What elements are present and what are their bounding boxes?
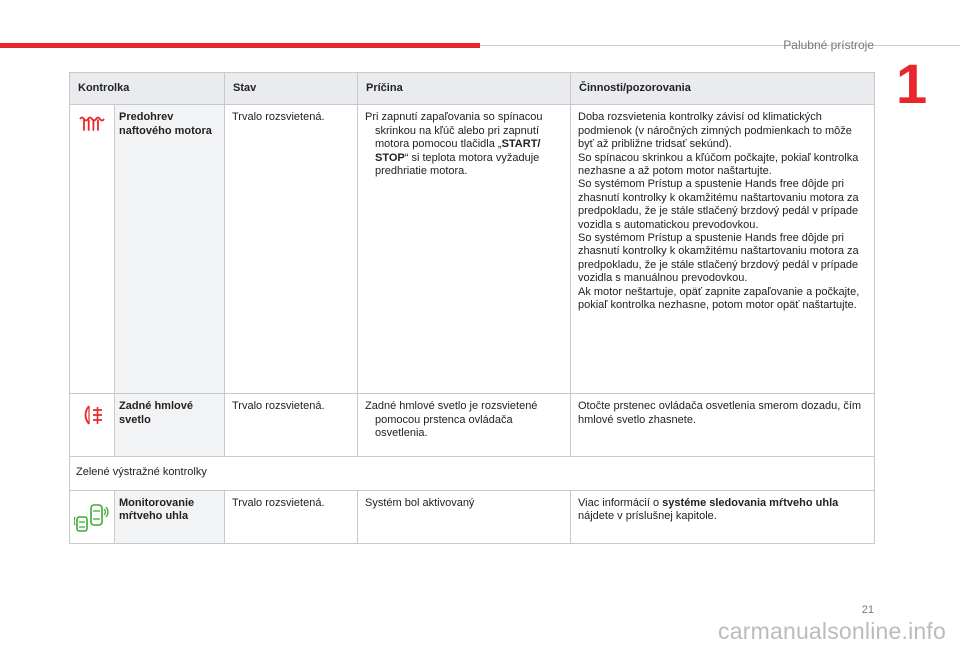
cause-bold-text: START/ STOP xyxy=(375,138,541,164)
cause-text: Zadné hmlové svetlo je rozsvietené pomocou prstenca ovládača osvetlenia. xyxy=(365,400,538,440)
light-cause xyxy=(358,105,571,394)
action-text-end: nájdete v príslušnej kapitole. xyxy=(578,510,717,523)
table-row xyxy=(70,394,875,457)
section-title: Palubné prístroje xyxy=(783,38,874,52)
column-header-kontrolka: Kontrolka xyxy=(70,73,225,105)
rear-fog-light-icon xyxy=(80,404,104,426)
light-name: Zadné hmlové svetlo xyxy=(115,394,225,457)
light-name: Predohrev naftového motora xyxy=(115,105,225,394)
light-action: Doba rozsvietenia kontrolky závisí od klimatických podmienok (v náročných zimných podmienkach to môže byť až približne tridsať sekúnd). So spínacou skrinkou a kľúčom počkajte, pokiaľ kontrolka nezhasne a až potom motor naštartujte. So systémom Prístup a spustenie Hands free dôjde pri zhasnutí kontrolky k okamžitému naštartovaniu motora za predpokladu, že je stále stlačený brzdový pedál v prípade vozidla s automatickou prevodovkou. So systémom Prístup a spustenie Hands free dôjde pri zhasnutí kontrolky k okamžitému naštartovaniu motora za predpokladu, že je stále stlačený brzdový pedál v prípade vozidla s manuálnou prevodovkou. Ak motor neštartuje, opäť zapnite zapaľovanie a počkajte, pokiaľ kontrolka nezhasne, potom motor opäť naštartujte. xyxy=(571,105,875,394)
table-row xyxy=(70,490,875,543)
table-header-row xyxy=(70,73,875,105)
light-state: Trvalo rozsvietená. xyxy=(225,490,358,543)
light-action: Otočte prstenec ovládača osvetlenia smerom dozadu, čím hmlové svetlo zhasnete. xyxy=(571,394,875,457)
light-state: Trvalo rozsvietená. xyxy=(225,394,358,457)
column-header-pricina: Príčina xyxy=(358,73,571,105)
light-cause: Systém bol aktivovaný xyxy=(358,490,571,543)
watermark: carmanualsonline.info xyxy=(718,618,946,644)
icon-cell xyxy=(70,490,115,543)
preheat-coil-icon xyxy=(79,115,105,133)
light-name: Monitorovanie mŕtveho uhla xyxy=(115,490,225,543)
action-text: Viac informácií o xyxy=(578,496,663,509)
header-accent-bar xyxy=(0,43,480,48)
light-state: Trvalo rozsvietená. xyxy=(225,105,358,394)
light-cause xyxy=(358,394,571,457)
cause-text: Pri zapnutí zapaľovania so spínacou skrinkou na kľúč alebo pri zapnutí motora pomocou tlačidla „ xyxy=(365,111,543,151)
section-label: Zelené výstražné kontrolky xyxy=(70,457,875,490)
icon-cell xyxy=(70,394,115,457)
table-row xyxy=(70,105,875,394)
chapter-number: 1 xyxy=(896,52,928,115)
warning-lights-table xyxy=(69,72,875,544)
page-number: 21 xyxy=(861,604,874,616)
light-action xyxy=(571,490,875,543)
column-header-stav: Stav xyxy=(225,73,358,105)
column-header-cinnosti: Činnosti/pozorovania xyxy=(571,73,875,105)
section-row xyxy=(70,457,875,490)
header-divider xyxy=(480,45,960,46)
action-bold-text: systéme sledovania mŕtveho uhla xyxy=(662,496,839,509)
cause-text-end: “ si teplota motora vyžaduje predhriatie motora. xyxy=(375,151,540,178)
icon-cell xyxy=(70,105,115,394)
blind-spot-monitoring-icon xyxy=(74,503,110,533)
